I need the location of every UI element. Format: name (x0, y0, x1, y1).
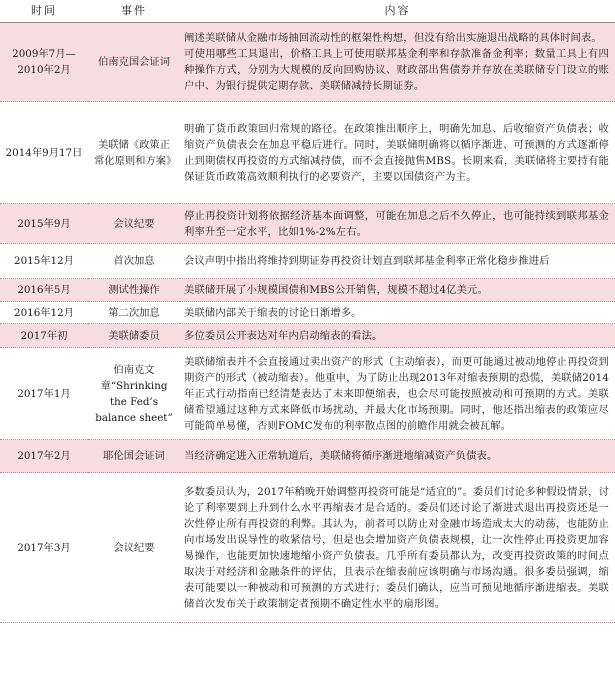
table-row (0, 440, 615, 473)
date-cell: 2017年2月 (0, 440, 88, 473)
event-cell: 第二次加息 (88, 302, 180, 324)
content-cell: 明确了货币政策回归常规的路径。在政策推出顺序上，明确先加息、后收缩资产负债表；收缩资产负债表会在加息平稳后进行。同时，美联储明确将以循序渐进、可预测的方式逐渐停止到期债权再投资的方式缩减持债，而不会直接抛售MBS。长期来看，美联储将主要持有能保证货币政策高效顺利执行的必要资产，主要以国债资产为主。 (180, 102, 615, 204)
date-cell: 2016年12月 (0, 302, 88, 324)
event-cell: 会议纪要 (88, 204, 180, 244)
date-cell: 2015年9月 (0, 204, 88, 244)
date-cell: 2017年1月 (0, 348, 88, 440)
table-row (0, 102, 615, 204)
event-cell: 会议纪要 (88, 473, 180, 623)
event-cell: 首次加息 (88, 244, 180, 279)
date-cell: 2017年初 (0, 324, 88, 348)
content-cell: 多数委员认为，2017年稍晚开始调整再投资可能是“适宜的”。委员们讨论多种假设情景，讨论了利率要到上升到什么水平再缩表才是合适的。委员们还讨论了渐进式退出再投资还是一次性停止所有再投资的利弊。其认为，前者可以防止对金融市场造成太大的动荡，也能防止向市场发出误导性的收紧信号，但是也会增加资产负债表规模，让一次性停止再投资更加容易操作，也能更加快速地缩小资产负债表。几乎所有委员都认为，改变再投资政策的时间点取决于对经济和金融条件的评估，且表示在缩表前应该明确与市场沟通。很多委员强调，缩表可能要以一种被动和可预测的方式进行；委员们确认，应当可预见地循序渐进缩表。美联储首次发布关于政策制定者预期不确定性水平的扇形图。 (180, 473, 615, 623)
date-cell: 2016年5月 (0, 279, 88, 302)
table-row (0, 204, 615, 244)
date-cell: 2014年9月17日 (0, 102, 88, 204)
content-cell: 阐述美联储从金融市场抽回流动性的框架性构想，但没有给出实施退出战略的具体时间表。 可使用哪些工具退出，价格工具上可使用联邦基金利率和存款准备金利率；数量工具上有四种操作方式，分别为大规模的反向回购协议、财政部出售债券并存放在美联储专门设立的账户中、为银行提供定期存款、美联储减持长期证券。 (180, 23, 615, 102)
table-row (0, 324, 615, 348)
event-cell: 测试性操作 (88, 279, 180, 302)
table-body (0, 23, 615, 623)
event-cell: 伯南克国会证词 (88, 23, 180, 102)
content-cell: 停止再投资计划将依据经济基本面调整，可能在加息之后不久停止，也可能持续到联邦基金利率升至一定水平，比如1%-2%左右。 (180, 204, 615, 244)
date-cell: 2009年7月—2010年2月 (0, 23, 88, 102)
table-row (0, 473, 615, 623)
header-content: 内容 (180, 0, 615, 23)
table-row (0, 279, 615, 302)
content-cell: 美联储内部关于缩表的讨论日渐增多。 (180, 302, 615, 324)
date-cell: 2015年12月 (0, 244, 88, 279)
table-row (0, 244, 615, 279)
event-cell: 美联储委员 (88, 324, 180, 348)
event-cell: 美联储《政策正常化原则和方案》 (88, 102, 180, 204)
table-row (0, 302, 615, 324)
content-cell: 多位委员公开表达对年内启动缩表的看法。 (180, 324, 615, 348)
date-cell: 2017年3月 (0, 473, 88, 623)
event-cell: 伯南克文章“Shrinking the Fed’s balance sheet” (88, 348, 180, 440)
header-event: 事件 (88, 0, 180, 23)
content-cell: 会议声明中指出将维持到期证券再投资计划直到联邦基金利率正常化稳步推进后 (180, 244, 615, 279)
content-cell: 美联储开展了小规模国债和MBS公开销售，规模不超过4亿美元。 (180, 279, 615, 302)
event-cell: 耶伦国会证词 (88, 440, 180, 473)
content-cell: 当经济确定进入正常轨道后，美联储将循序渐进地缩减资产负债表。 (180, 440, 615, 473)
table-row (0, 23, 615, 102)
content-cell: 美联储缩表并不会直接通过卖出资产的形式（主动缩表），而更可能通过被动地停止再投资到期资产的形式（被动缩表）。他重申，为了防止出现2013年对缩表预期的恐慌，美联储2014年正式行动指南已经清楚表达了未来即便缩表，也会尽可能按照被动和可预期的方式。美联储希望通过这种方式来降低市场扰动，并最大化市场预期。同时，他还指出缩表的政策应尽可能简单易懂，否则FOMC发布的利率散点图的前瞻作用就会被瓦解。 (180, 348, 615, 440)
table-row (0, 348, 615, 440)
table-header-row (0, 0, 615, 23)
header-date: 时间 (0, 0, 88, 23)
